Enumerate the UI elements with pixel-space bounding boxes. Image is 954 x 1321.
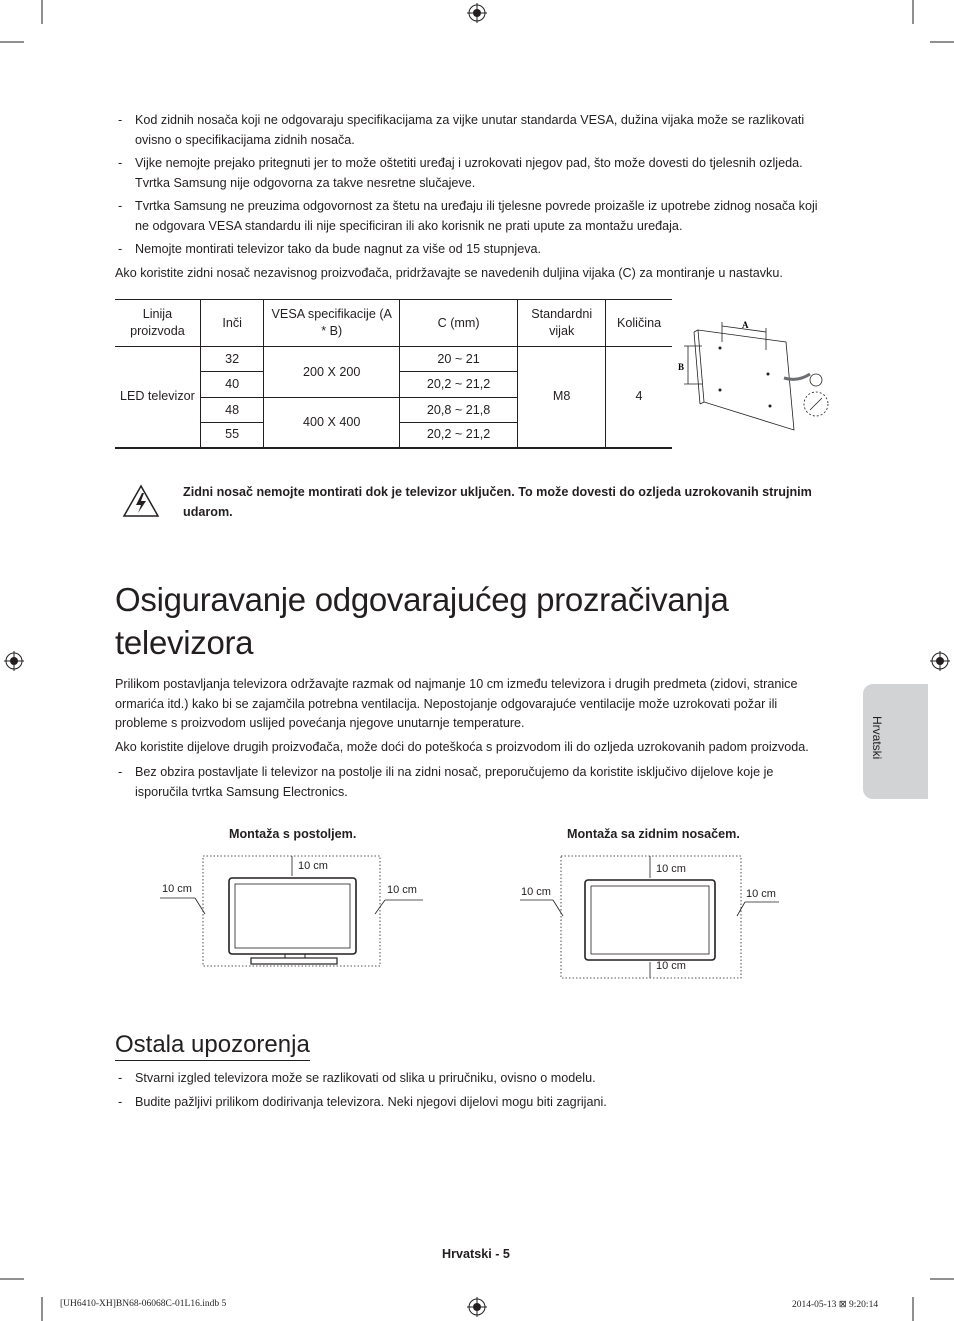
page-title: Osiguravanje odgovarajućeg prozračivanja televizora: [115, 581, 729, 661]
table-cell: 40: [200, 372, 264, 398]
dimension-label-a: A: [742, 320, 749, 330]
table-cell: 48: [200, 398, 264, 423]
clearance-label-left: 10 cm: [521, 886, 551, 898]
clearance-label-top: 10 cm: [656, 863, 686, 875]
list-item: - Budite pažljivi prilikom dodirivanja televizora. Neki njegovi dijelovi mogu biti zagrijani.: [115, 1093, 827, 1113]
figure-title-stand: Montaža s postoljem.: [229, 827, 357, 841]
table-header: C (mm): [399, 300, 517, 347]
section-heading: Ostala upozorenja: [115, 1030, 310, 1061]
vesa-mount-diagram: [676, 312, 836, 434]
wall-mount-diagram: [515, 848, 785, 980]
page-number: Hrvatski - 5: [442, 1247, 510, 1261]
table-cell: 20,2 ~ 21,2: [399, 372, 517, 398]
clearance-label-right: 10 cm: [387, 884, 417, 896]
dimension-label-b: B: [678, 362, 685, 372]
table-header: VESA specifikacije (A * B): [264, 300, 399, 347]
language-tab-label: Hrvatski: [870, 716, 884, 760]
list-item: - Tvrtka Samsung ne preuzima odgovornost za štetu na uređaju ili tjelesne povrede proizašle iz upotrebe zidnog nosača koji ne odgovara VESA standardu ili nije specificiran ili ako korisnik ne prati upute za montažu uređaja.: [115, 197, 827, 236]
table-cell: M8: [518, 347, 606, 448]
table-header: Linija proizvoda: [115, 300, 200, 347]
print-footer-left: [UH6410-XH]BN68-06068C-01L16.indb 5: [60, 1299, 227, 1309]
clearance-label-right: 10 cm: [746, 888, 776, 900]
table-cell: LED televizor: [115, 347, 200, 448]
table-cell: 400 X 400: [264, 398, 399, 448]
table-header: Inči: [200, 300, 264, 347]
registration-mark-icon: [467, 3, 487, 23]
table-header: Standardni vijak: [518, 300, 606, 347]
figure-title-wall: Montaža sa zidnim nosačem.: [567, 827, 740, 841]
table-cell: 55: [200, 423, 264, 448]
table-cell: 32: [200, 347, 264, 372]
list-item: - Stvarni izgled televizora može se razlikovati od slika u priručniku, ovisno o modelu.: [115, 1069, 827, 1089]
intro-paragraph: Ako koristite zidni nosač nezavisnog proizvođača, pridržavajte se navedenih duljina vijaka (C) za montiranje u nastavku.: [115, 266, 783, 280]
table-cell: 20 ~ 21: [399, 347, 517, 372]
list-item: - Kod zidnih nosača koji ne odgovaraju specifikacijama za vijke unutar standarda VESA, dužina vijaka može se razlikovati ovisno o specifikacijama zidnih nosača.: [115, 111, 827, 150]
table-cell: 200 X 200: [264, 347, 399, 398]
list-item: - Nemojte montirati televizor tako da bude nagnut za više od 15 stupnjeva.: [115, 240, 827, 260]
clearance-label-left: 10 cm: [162, 883, 192, 895]
ventilation-paragraph: Prilikom postavljanja televizora održavajte razmak od najmanje 10 cm između televizora i drugih predmeta (zidovi, stranice ormarića itd.) kako bi se zajamčila potrebna ventilacija. Nepostojanje odgovarajuće ventilacije može uzrokovati požar ili probleme s proizvodom uslijed povećanja njegove unutarnje temperature.: [115, 677, 798, 730]
screw-spec-table: [115, 299, 672, 449]
registration-mark-icon: [4, 651, 24, 671]
table-header: Količina: [606, 300, 672, 347]
list-item: - Vijke nemojte prejako pritegnuti jer to može oštetiti uređaj i uzrokovati njegov pad, što može dovesti do tjelesnih ozljeda. Tvrtka Samsung nije odgovorna za takve nesretne slučajeve.: [115, 154, 827, 193]
table-cell: 20,8 ~ 21,8: [399, 398, 517, 423]
list-item: - Bez obzira postavljate li televizor na postolje ili na zidni nosač, preporučujemo da koristite isključivo dijelove koje je isporučila tvrtka Samsung Electronics.: [115, 763, 827, 802]
registration-mark-icon: [467, 1297, 487, 1317]
warning-text: Zidni nosač nemojte montirati dok je televizor uključen. To može dovesti do ozljeda uzrokovanih strujnim udarom.: [183, 485, 812, 519]
print-footer-right: 2014-05-13 ⊠ 9:20:14: [792, 1300, 879, 1310]
clearance-label-bottom: 10 cm: [656, 960, 686, 972]
stand-mount-diagram: [155, 848, 430, 970]
electric-shock-warning-icon: [122, 484, 160, 518]
registration-mark-icon: [930, 651, 950, 671]
table-cell: 4: [606, 347, 672, 448]
table-cell: 20,2 ~ 21,2: [399, 423, 517, 448]
parts-paragraph: Ako koristite dijelove drugih proizvođača, može doći do poteškoća s proizvodom ili do ozljeda uzrokovanih padom proizvoda.: [115, 740, 809, 754]
clearance-label-top: 10 cm: [298, 860, 328, 872]
